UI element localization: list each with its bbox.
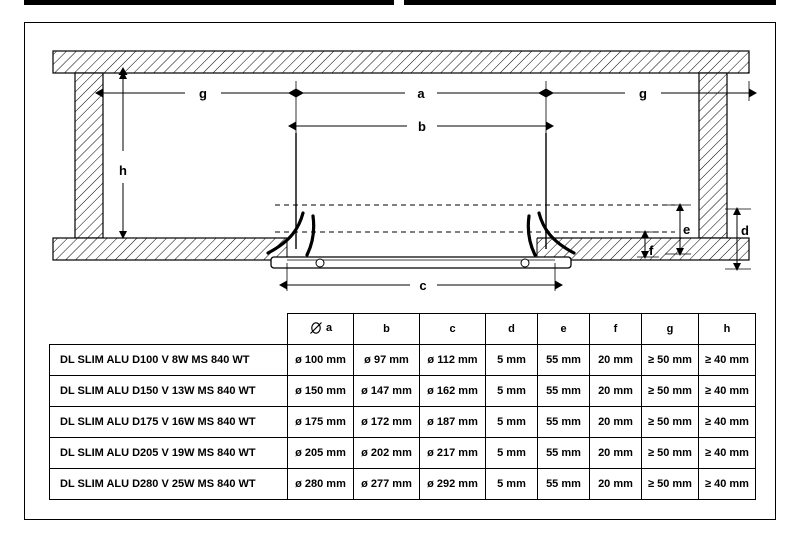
table-header-a-label: a [325, 321, 333, 334]
dim-label-b: b [418, 119, 426, 134]
cell-e: 55 mm [538, 345, 590, 376]
cell-c: ø 217 mm [420, 438, 486, 469]
table-row [50, 345, 756, 376]
cell-g: ≥ 50 mm [642, 469, 699, 500]
crop-mark-left [24, 0, 394, 5]
cell-h: ≥ 40 mm [699, 407, 756, 438]
cell-e: 55 mm [538, 438, 590, 469]
cell-b: ø 277 mm [354, 469, 420, 500]
product-name-cell: DL SLIM ALU D205 V 19W MS 840 WT [50, 438, 288, 469]
crop-mark-right [404, 0, 776, 5]
cell-c: ø 162 mm [420, 376, 486, 407]
cell-f: 20 mm [590, 407, 642, 438]
cell-c: ø 187 mm [420, 407, 486, 438]
cell-d: 5 mm [486, 376, 538, 407]
table-header-row [50, 314, 756, 345]
table-row [50, 438, 756, 469]
cell-a: ø 150 mm [288, 376, 354, 407]
table-header-b: b [354, 314, 420, 345]
diameter-symbol-icon [309, 321, 323, 335]
specification-table [49, 313, 755, 500]
cell-e: 55 mm [538, 407, 590, 438]
cell-h: ≥ 40 mm [699, 469, 756, 500]
table-header-e: e [538, 314, 590, 345]
cell-g: ≥ 50 mm [642, 376, 699, 407]
cell-b: ø 147 mm [354, 376, 420, 407]
table-header-g: g [642, 314, 699, 345]
dim-label-e: e [683, 222, 691, 237]
cell-h: ≥ 40 mm [699, 376, 756, 407]
table-header-f: f [590, 314, 642, 345]
table-row [50, 407, 756, 438]
cell-f: 20 mm [590, 469, 642, 500]
dim-label-c: c [419, 278, 427, 293]
table-row [50, 376, 756, 407]
cell-f: 20 mm [590, 345, 642, 376]
table-header-name [50, 314, 288, 345]
cell-h: ≥ 40 mm [699, 345, 756, 376]
table-header-a [288, 314, 354, 345]
cell-c: ø 292 mm [420, 469, 486, 500]
cell-d: 5 mm [486, 469, 538, 500]
cell-g: ≥ 50 mm [642, 345, 699, 376]
cell-h: ≥ 40 mm [699, 438, 756, 469]
table-row [50, 469, 756, 500]
cell-b: ø 97 mm [354, 345, 420, 376]
installation-diagram [25, 23, 777, 303]
cell-d: 5 mm [486, 407, 538, 438]
dim-label-h: h [119, 163, 127, 178]
cell-f: 20 mm [590, 438, 642, 469]
table-header-h: h [699, 314, 756, 345]
dim-label-d: d [741, 223, 749, 238]
product-name-cell: DL SLIM ALU D175 V 16W MS 840 WT [50, 407, 288, 438]
cell-g: ≥ 50 mm [642, 438, 699, 469]
dim-label-g-left: g [199, 86, 207, 101]
product-name-cell: DL SLIM ALU D150 V 13W MS 840 WT [50, 376, 288, 407]
cell-e: 55 mm [538, 376, 590, 407]
cell-f: 20 mm [590, 376, 642, 407]
cell-a: ø 175 mm [288, 407, 354, 438]
cell-e: 55 mm [538, 469, 590, 500]
product-name-cell: DL SLIM ALU D100 V 8W MS 840 WT [50, 345, 288, 376]
cell-c: ø 112 mm [420, 345, 486, 376]
cell-d: 5 mm [486, 345, 538, 376]
cell-a: ø 100 mm [288, 345, 354, 376]
cell-b: ø 202 mm [354, 438, 420, 469]
dim-label-g-right: g [639, 86, 647, 101]
table-header-d: d [486, 314, 538, 345]
content-frame [24, 22, 776, 520]
cell-a: ø 205 mm [288, 438, 354, 469]
cell-a: ø 280 mm [288, 469, 354, 500]
product-name-cell: DL SLIM ALU D280 V 25W MS 840 WT [50, 469, 288, 500]
cell-g: ≥ 50 mm [642, 407, 699, 438]
cell-b: ø 172 mm [354, 407, 420, 438]
dim-label-a: a [417, 86, 425, 101]
table-header-c: c [420, 314, 486, 345]
dim-label-f: f [649, 243, 654, 258]
cell-d: 5 mm [486, 438, 538, 469]
